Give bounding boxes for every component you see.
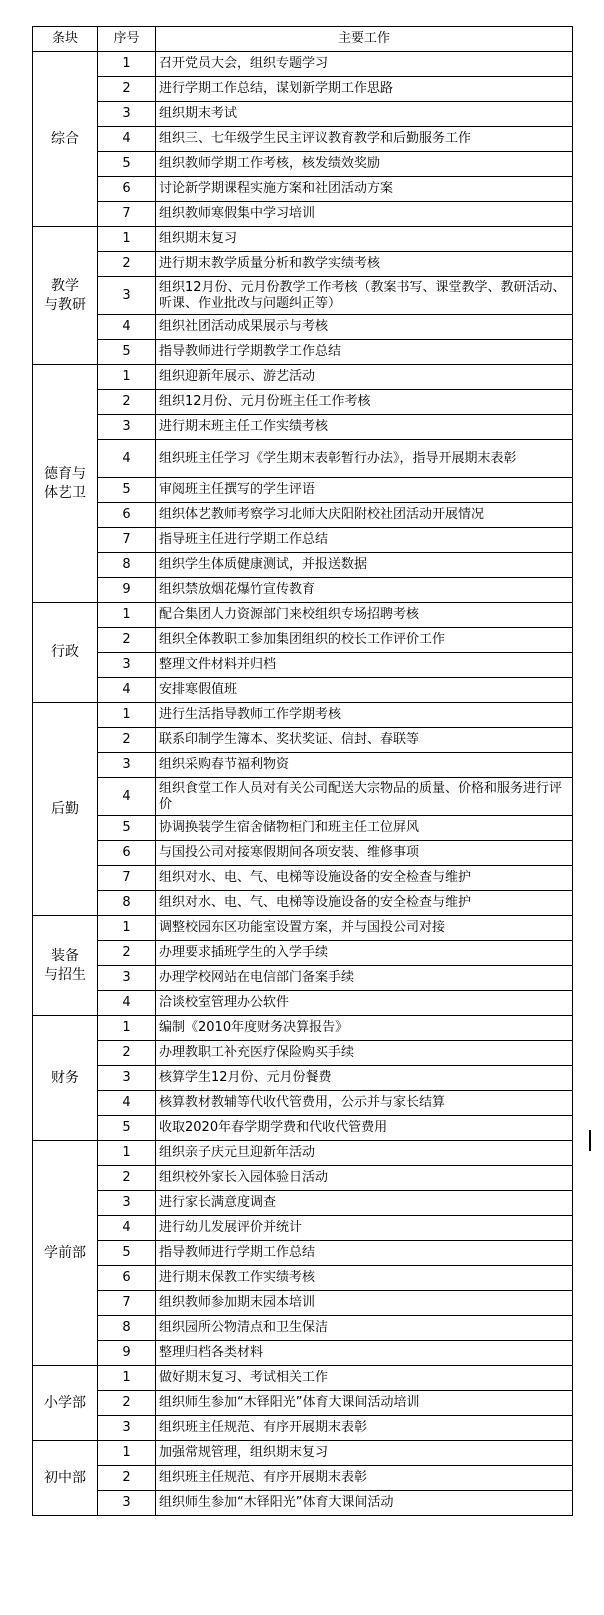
number-cell: 1 [98, 1016, 156, 1041]
table-row [33, 1391, 573, 1416]
table-row [33, 1241, 573, 1266]
work-plan-table [32, 26, 573, 1516]
number-cell: 3 [98, 753, 156, 778]
task-cell: 编制《2010年度财务决算报告》 [156, 1016, 573, 1041]
table-row [33, 127, 573, 152]
table-row [33, 966, 573, 991]
number-cell: 4 [98, 991, 156, 1016]
number-cell: 2 [98, 628, 156, 653]
task-cell: 指导班主任进行学期工作总结 [156, 528, 573, 553]
task-cell: 组织三、七年级学生民主评议教育教学和后勤服务工作 [156, 127, 573, 152]
task-cell: 办理要求插班学生的入学手续 [156, 941, 573, 966]
number-cell: 3 [98, 277, 156, 315]
task-cell: 进行家长满意度调查 [156, 1191, 573, 1216]
number-cell: 3 [98, 1066, 156, 1091]
task-cell: 组织园所公物清点和卫生保洁 [156, 1316, 573, 1341]
table-row [33, 1266, 573, 1291]
table-row [33, 1116, 573, 1141]
table-row [33, 1416, 573, 1441]
number-cell: 3 [98, 102, 156, 127]
table-row [33, 202, 573, 227]
number-cell: 6 [98, 503, 156, 528]
table-row [33, 478, 573, 503]
task-cell: 组织师生参加“木铎阳光”体育大课间活动培训 [156, 1391, 573, 1416]
table-row [33, 991, 573, 1016]
number-cell: 2 [98, 1166, 156, 1191]
category-cell: 德育与 体艺卫 [33, 365, 98, 603]
number-cell: 5 [98, 816, 156, 841]
number-cell: 4 [98, 127, 156, 152]
table-row [33, 528, 573, 553]
table-row [33, 365, 573, 390]
task-cell: 组织全体教职工参加集团组织的校长工作评价工作 [156, 628, 573, 653]
table-row [33, 603, 573, 628]
number-cell: 5 [98, 1116, 156, 1141]
table-row [33, 941, 573, 966]
number-cell: 1 [98, 1441, 156, 1466]
task-cell: 组织教师学期工作考核，核发绩效奖励 [156, 152, 573, 177]
table-row [33, 440, 573, 478]
table-row [33, 1216, 573, 1241]
table-header-row [33, 27, 573, 52]
number-cell: 3 [98, 1191, 156, 1216]
task-cell: 加强常规管理，组织期末复习 [156, 1441, 573, 1466]
number-cell: 9 [98, 578, 156, 603]
number-cell: 2 [98, 1466, 156, 1491]
number-cell: 2 [98, 77, 156, 102]
number-cell: 7 [98, 528, 156, 553]
number-cell: 5 [98, 478, 156, 503]
table-row [33, 678, 573, 703]
number-cell: 7 [98, 866, 156, 891]
number-cell: 6 [98, 177, 156, 202]
table-row [33, 177, 573, 202]
number-cell: 2 [98, 1391, 156, 1416]
task-cell: 核算教材教辅等代收代管费用，公示并与家长结算 [156, 1091, 573, 1116]
number-cell: 5 [98, 1241, 156, 1266]
task-cell: 组织体艺教师考察学习北师大庆阳附校社团活动开展情况 [156, 503, 573, 528]
category-cell: 小学部 [33, 1366, 98, 1441]
task-cell: 收取2020年春学期学费和代收代管费用 [156, 1116, 573, 1141]
table-row [33, 390, 573, 415]
number-cell: 2 [98, 941, 156, 966]
number-cell: 2 [98, 252, 156, 277]
category-cell: 学前部 [33, 1141, 98, 1366]
table-row [33, 252, 573, 277]
scroll-marker [589, 1130, 591, 1151]
number-cell: 1 [98, 52, 156, 77]
number-cell: 8 [98, 891, 156, 916]
category-cell: 后勤 [33, 703, 98, 916]
table-row [33, 553, 573, 578]
table-row [33, 1366, 573, 1391]
number-cell: 4 [98, 1216, 156, 1241]
task-cell: 组织采购春节福利物资 [156, 753, 573, 778]
number-cell: 4 [98, 440, 156, 478]
number-cell: 7 [98, 202, 156, 227]
table-row [33, 1466, 573, 1491]
header-work: 主要工作 [156, 27, 573, 52]
number-cell: 4 [98, 315, 156, 340]
number-cell: 4 [98, 778, 156, 816]
number-cell: 1 [98, 703, 156, 728]
table-row [33, 653, 573, 678]
task-cell: 讨论新学期课程实施方案和社团活动方案 [156, 177, 573, 202]
task-cell: 进行学期工作总结，谋划新学期工作思路 [156, 77, 573, 102]
table-row [33, 102, 573, 127]
number-cell: 1 [98, 227, 156, 252]
task-cell: 组织对水、电、气、电梯等设施设备的安全检查与维护 [156, 891, 573, 916]
table-row [33, 703, 573, 728]
category-cell: 初中部 [33, 1441, 98, 1516]
number-cell: 8 [98, 1316, 156, 1341]
number-cell: 2 [98, 390, 156, 415]
task-cell: 组织12月份、元月份教学工作考核（教案书写、课堂教学、教研活动、听课、作业批改与问题纠正等） [156, 277, 573, 315]
table-row [33, 340, 573, 365]
table-row [33, 1341, 573, 1366]
category-cell: 装备 与招生 [33, 916, 98, 1016]
task-cell: 调整校园东区功能室设置方案，并与国投公司对接 [156, 916, 573, 941]
category-cell: 教学 与教研 [33, 227, 98, 365]
table-row [33, 1066, 573, 1091]
table-row [33, 52, 573, 77]
number-cell: 6 [98, 1266, 156, 1291]
table-row [33, 578, 573, 603]
table-row [33, 866, 573, 891]
table-row [33, 1316, 573, 1341]
task-cell: 进行期末班主任工作实绩考核 [156, 415, 573, 440]
task-cell: 进行生活指导教师工作学期考核 [156, 703, 573, 728]
number-cell: 1 [98, 916, 156, 941]
task-cell: 安排寒假值班 [156, 678, 573, 703]
table-body [33, 52, 573, 1516]
table-row [33, 1016, 573, 1041]
header-number: 序号 [98, 27, 156, 52]
task-cell: 组织禁放烟花爆竹宣传教育 [156, 578, 573, 603]
table-row [33, 227, 573, 252]
table-row [33, 891, 573, 916]
task-cell: 组织亲子庆元旦迎新年活动 [156, 1141, 573, 1166]
task-cell: 进行期末教学质量分析和教学实绩考核 [156, 252, 573, 277]
task-cell: 协调换装学生宿舍储物柜门和班主任工位屏风 [156, 816, 573, 841]
task-cell: 联系印制学生簿本、奖状奖证、信封、春联等 [156, 728, 573, 753]
task-cell: 组织对水、电、气、电梯等设施设备的安全检查与维护 [156, 866, 573, 891]
task-cell: 组织12月份、元月份班主任工作考核 [156, 390, 573, 415]
number-cell: 4 [98, 678, 156, 703]
task-cell: 指导教师进行学期教学工作总结 [156, 340, 573, 365]
number-cell: 3 [98, 966, 156, 991]
table-row [33, 77, 573, 102]
task-cell: 整理归档各类材料 [156, 1341, 573, 1366]
number-cell: 1 [98, 1141, 156, 1166]
task-cell: 办理教职工补充医疗保险购买手续 [156, 1041, 573, 1066]
table-row [33, 152, 573, 177]
table-row [33, 277, 573, 315]
number-cell: 3 [98, 415, 156, 440]
header-category: 条块 [33, 27, 98, 52]
task-cell: 组织教师参加期末园本培训 [156, 1291, 573, 1316]
number-cell: 7 [98, 1291, 156, 1316]
table-row [33, 1141, 573, 1166]
task-cell: 组织校外家长入园体验日活动 [156, 1166, 573, 1191]
number-cell: 1 [98, 365, 156, 390]
task-cell: 组织迎新年展示、游艺活动 [156, 365, 573, 390]
number-cell: 1 [98, 1366, 156, 1391]
task-cell: 进行幼儿发展评价并统计 [156, 1216, 573, 1241]
task-cell: 洽谈校室管理办公软件 [156, 991, 573, 1016]
table-row [33, 1441, 573, 1466]
task-cell: 组织社团活动成果展示与考核 [156, 315, 573, 340]
table-row [33, 778, 573, 816]
number-cell: 8 [98, 553, 156, 578]
number-cell: 5 [98, 152, 156, 177]
task-cell: 组织教师寒假集中学习培训 [156, 202, 573, 227]
task-cell: 组织班主任学习《学生期末表彰暂行办法》，指导开展期末表彰 [156, 440, 573, 478]
task-cell: 组织学生体质健康测试，并报送数据 [156, 553, 573, 578]
number-cell: 1 [98, 603, 156, 628]
number-cell: 6 [98, 841, 156, 866]
task-cell: 组织师生参加“木铎阳光”体育大课间活动 [156, 1491, 573, 1516]
number-cell: 3 [98, 653, 156, 678]
number-cell: 4 [98, 1091, 156, 1116]
table-row [33, 841, 573, 866]
number-cell: 2 [98, 728, 156, 753]
task-cell: 进行期末保教工作实绩考核 [156, 1266, 573, 1291]
task-cell: 核算学生12月份、元月份餐费 [156, 1066, 573, 1091]
number-cell: 2 [98, 1041, 156, 1066]
category-cell: 行政 [33, 603, 98, 703]
table-row [33, 1491, 573, 1516]
table-row [33, 753, 573, 778]
category-cell: 综合 [33, 52, 98, 227]
table-row [33, 1041, 573, 1066]
number-cell: 5 [98, 340, 156, 365]
number-cell: 3 [98, 1416, 156, 1441]
task-cell: 组织班主任规范、有序开展期末表彰 [156, 1416, 573, 1441]
task-cell: 整理文件材料并归档 [156, 653, 573, 678]
table-row [33, 1091, 573, 1116]
task-cell: 审阅班主任撰写的学生评语 [156, 478, 573, 503]
category-cell: 财务 [33, 1016, 98, 1141]
task-cell: 与国投公司对接寒假期间各项安装、维修事项 [156, 841, 573, 866]
table-row [33, 503, 573, 528]
task-cell: 组织期末考试 [156, 102, 573, 127]
number-cell: 3 [98, 1491, 156, 1516]
task-cell: 召开党员大会，组织专题学习 [156, 52, 573, 77]
table-row [33, 816, 573, 841]
number-cell: 9 [98, 1341, 156, 1366]
table-row [33, 415, 573, 440]
task-cell: 办理学校网站在电信部门备案手续 [156, 966, 573, 991]
task-cell: 组织食堂工作人员对有关公司配送大宗物品的质量、价格和服务进行评价 [156, 778, 573, 816]
task-cell: 配合集团人力资源部门来校组织专场招聘考核 [156, 603, 573, 628]
table-row [33, 315, 573, 340]
table-row [33, 916, 573, 941]
table-row [33, 628, 573, 653]
table-row [33, 1166, 573, 1191]
table-row [33, 728, 573, 753]
task-cell: 组织班主任规范、有序开展期末表彰 [156, 1466, 573, 1491]
task-cell: 组织期末复习 [156, 227, 573, 252]
table-row [33, 1291, 573, 1316]
table-row [33, 1191, 573, 1216]
task-cell: 做好期末复习、考试相关工作 [156, 1366, 573, 1391]
task-cell: 指导教师进行学期工作总结 [156, 1241, 573, 1266]
